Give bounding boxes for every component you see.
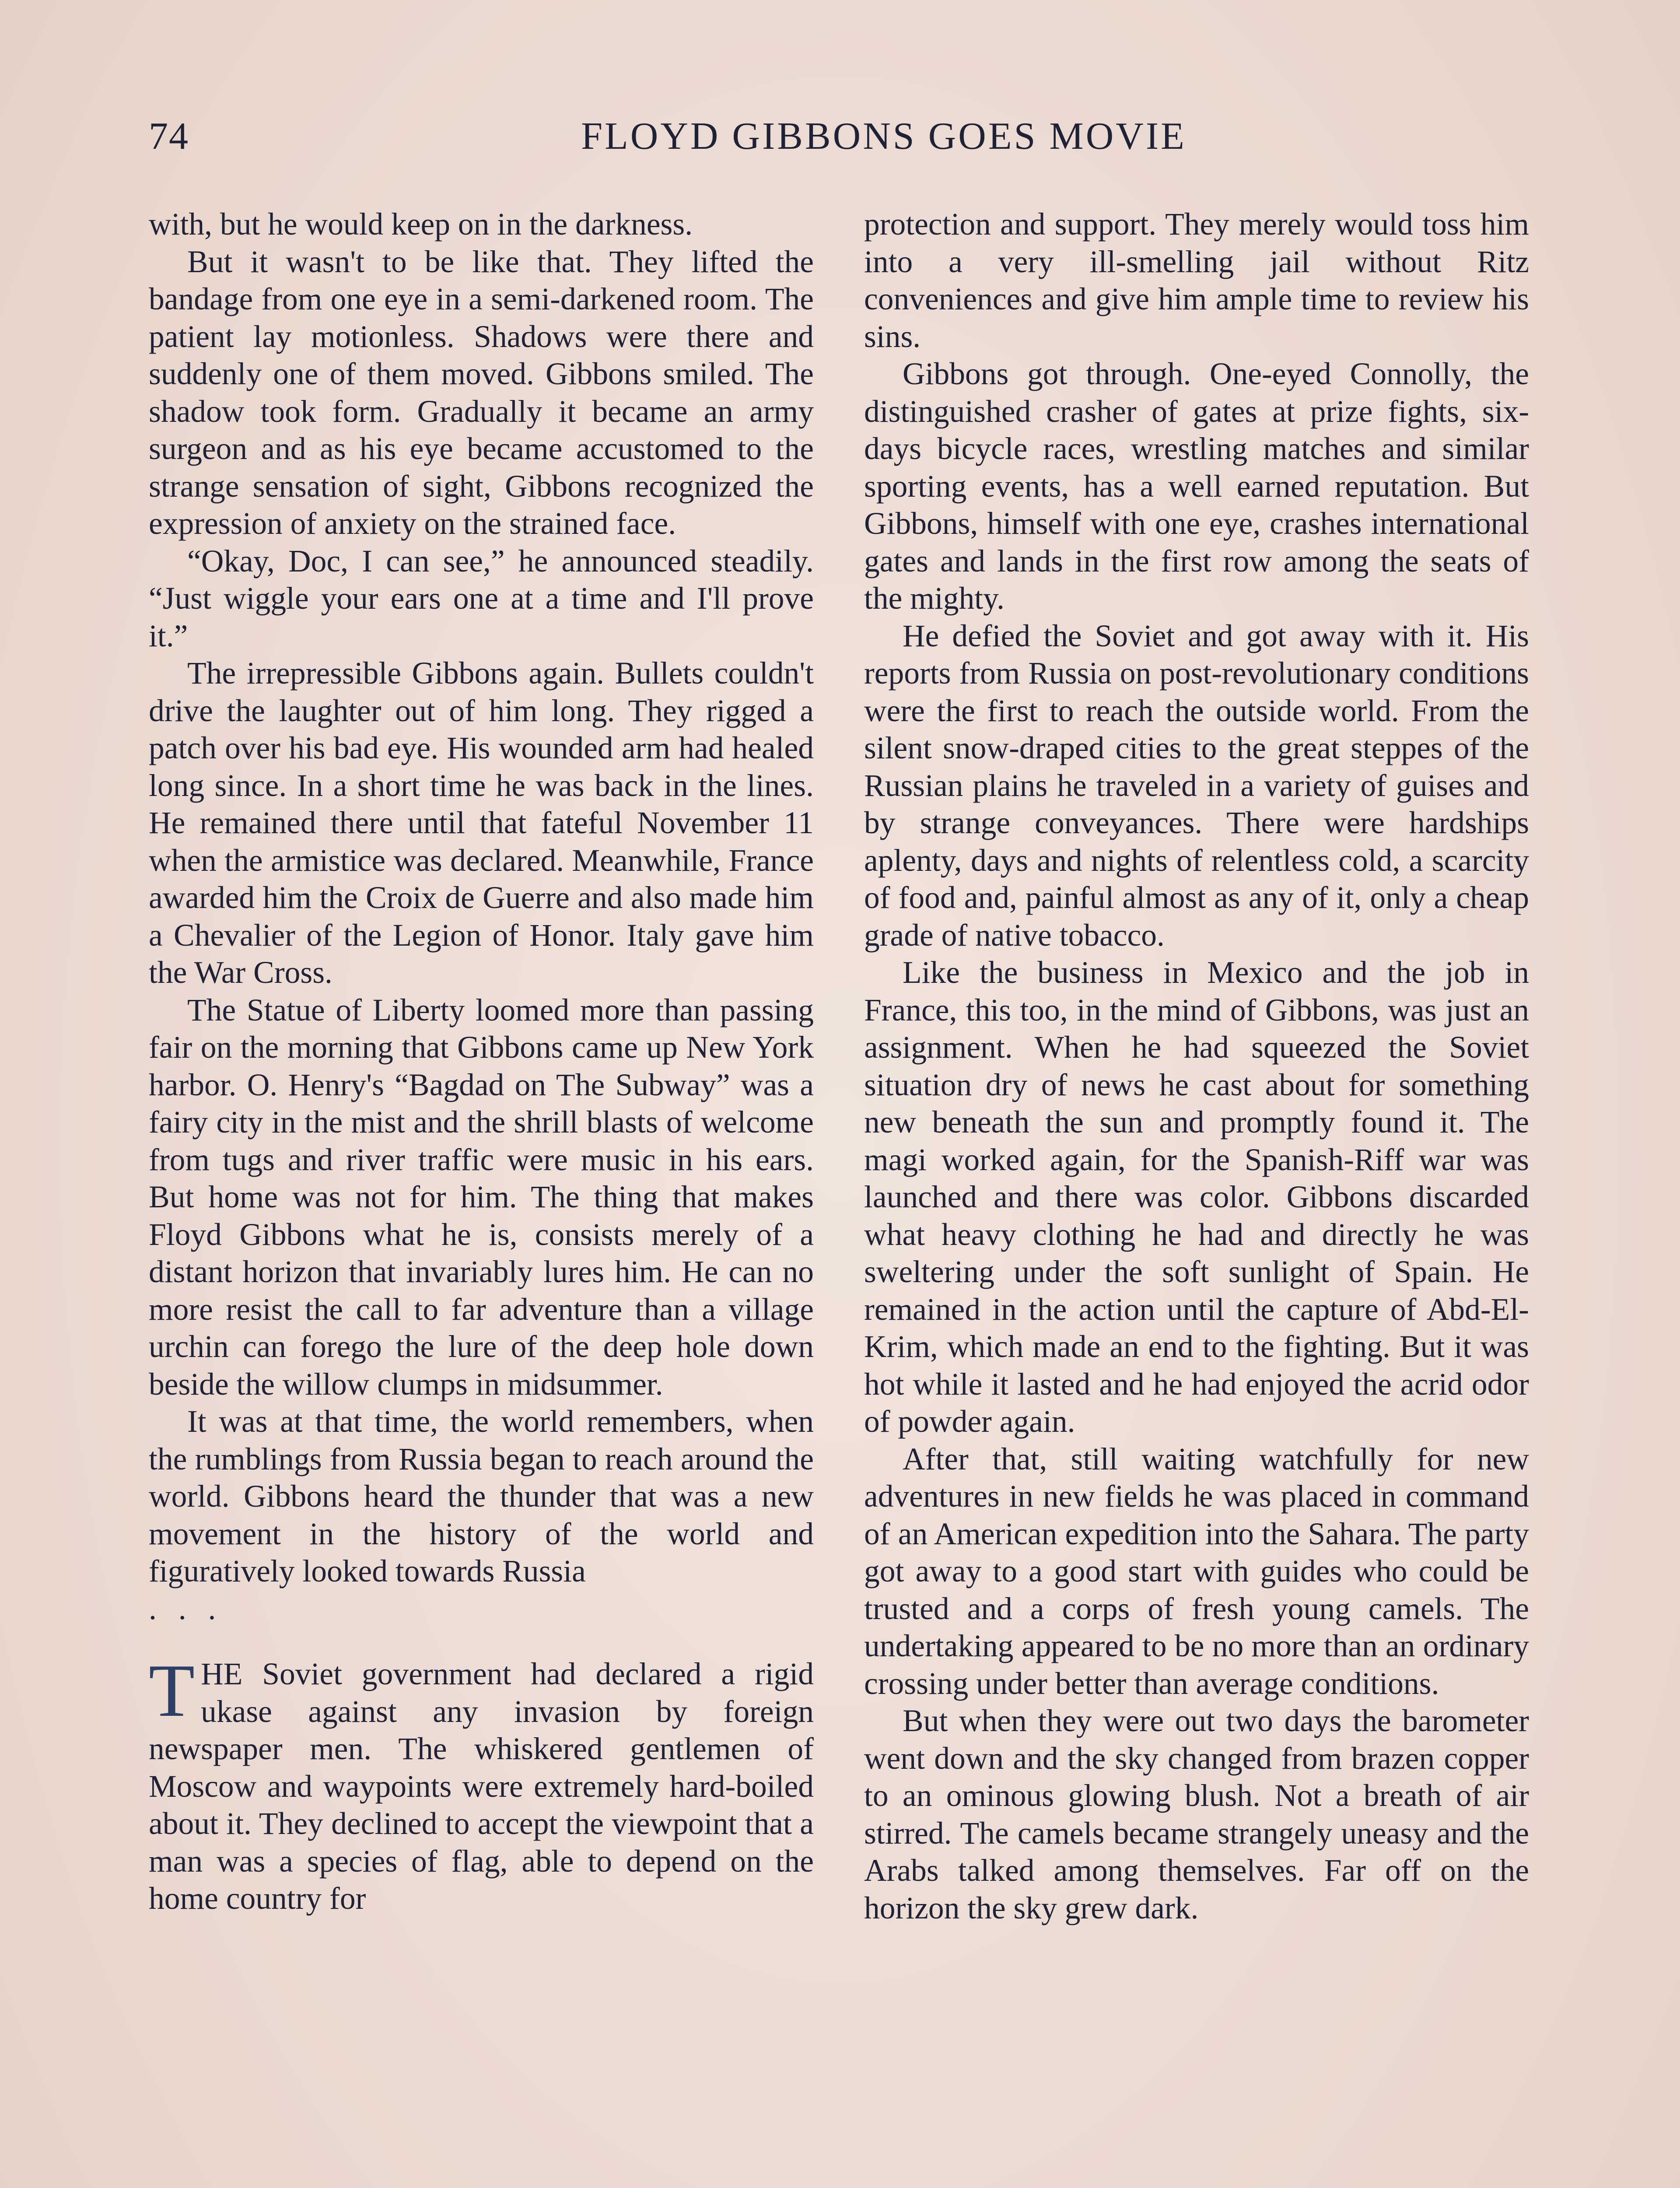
paragraph: After that, still waiting watchfully for new adventures in new fields he was placed in command of an American expedition into the Sahara. The party got away to a good start with guides who could be trusted and a corps of fresh young camels. The undertaking appeared to be no more than an ordinary crossing under better than average conditions.	[864, 1441, 1529, 1701]
right-column	[864, 206, 1529, 1927]
section-paragraph	[149, 1649, 814, 1918]
page-number: 74	[149, 115, 189, 158]
drop-cap: T	[149, 1649, 195, 1732]
paragraph: But it wasn't to be like that. They lifted the bandage from one eye in a semi-darkened room. The patient lay motionless. Shadows were there and suddenly one of them moved. Gibbons smiled. The shadow took form. Gradually it became an army surgeon and as his eye became accustomed to the strange sensation of sight, Gibbons recognized the expression of anxiety on the strained face.	[149, 244, 814, 541]
section-paragraph-text: HE Soviet government had declared a rigid ukase against any invasion by foreign newspaper men. The whiskered gentlemen of Moscow and waypoints were extremely hard-boiled about it. They declined to accept the viewpoint that a man was a species of flag, able to depend on the home country for	[149, 1657, 814, 1916]
paragraph: He defied the Soviet and got away with it. His reports from Russia on post-revolutionary conditions were the first to reach the outside world. From the silent snow-draped cities to the great steppes of the Russian plains he traveled in a variety of guises and by strange conveyances. There were hardships aplenty, days and nights of relentless cold, a scarcity of food and, painful almost as any of it, only a cheap grade of native tobacco.	[864, 618, 1529, 953]
paragraph: It was at that time, the world remembers, when the rumblings from Russia began to reach around the world. Gibbons heard the thunder that was a new movement in the history of the world and figuratively looked towards Russia	[149, 1404, 814, 1588]
paragraph: But when they were out two days the barometer went down and the sky changed from brazen copper to an ominous glowing blush. Not a breath of air stirred. The camels became strangely uneasy and the Arabs talked among themselves. Far off on the horizon the sky grew dark.	[864, 1704, 1529, 1925]
paragraph: The irrepressible Gibbons again. Bullets couldn't drive the laughter out of him long. They rigged a patch over his bad eye. His wounded arm had healed long since. In a short time he was back in the lines. He remained there until that fateful November 11 when the armistice was declared. Meanwhile, France awarded him the Croix de Guerre and also made him a Chevalier of the Legion of Honor. Italy gave him the War Cross.	[149, 656, 814, 990]
page-header	[149, 110, 1540, 163]
left-column	[149, 206, 814, 1918]
running-title: FLOYD GIBBONS GOES MOVIE	[581, 115, 1186, 158]
paragraph: Like the business in Mexico and the job in France, this too, in the mind of Gibbons, was just an assignment. When he had squeezed the Soviet situation dry of news he cast about for something new beneath the sun and promptly found it. The magi worked again, for the Spanish-Riff war was launched and there was color. Gibbons discarded what heavy clothing he had and directly he was sweltering under the soft sunlight of Spain. He remained in the action until the capture of Abd-El-Krim, which made an end to the fighting. But it was hot while it lasted and he had enjoyed the acrid odor of powder again.	[864, 955, 1529, 1439]
paragraph: Gibbons got through. One-eyed Connolly, the distinguished crasher of gates at prize fights, six-days bicycle races, wrestling matches and similar sporting events, has a well earned reputation. But Gibbons, himself with one eye, crashes international gates and lands in the first row among the seats of the mighty.	[864, 357, 1529, 616]
ellipsis: . . .	[149, 1591, 223, 1626]
paragraph: with, but he would keep on in the darkness.	[149, 207, 693, 242]
paragraph: The Statue of Liberty loomed more than passing fair on the morning that Gibbons came up New York harbor. O. Henry's “Bagdad on The Subway” was a fairy city in the mist and the shrill blasts of welcome from tugs and river traffic were music in his ears. But home was not for him. The thing that makes Floyd Gibbons what he is, consists merely of a distant horizon that invariably lures him. He can no more resist the call to far adventure than a village urchin can forego the lure of the deep hole down beside the willow clumps in midsummer.	[149, 992, 814, 1402]
section-break	[149, 1627, 814, 1655]
paragraph: protection and support. They merely would toss him into a very ill-smelling jail without Ritz conveniences and give him ample time to review his sins.	[864, 207, 1529, 354]
paragraph: “Okay, Doc, I can see,” he announced steadily. “Just wiggle your ears one at a time and I'll prove it.”	[149, 543, 814, 653]
